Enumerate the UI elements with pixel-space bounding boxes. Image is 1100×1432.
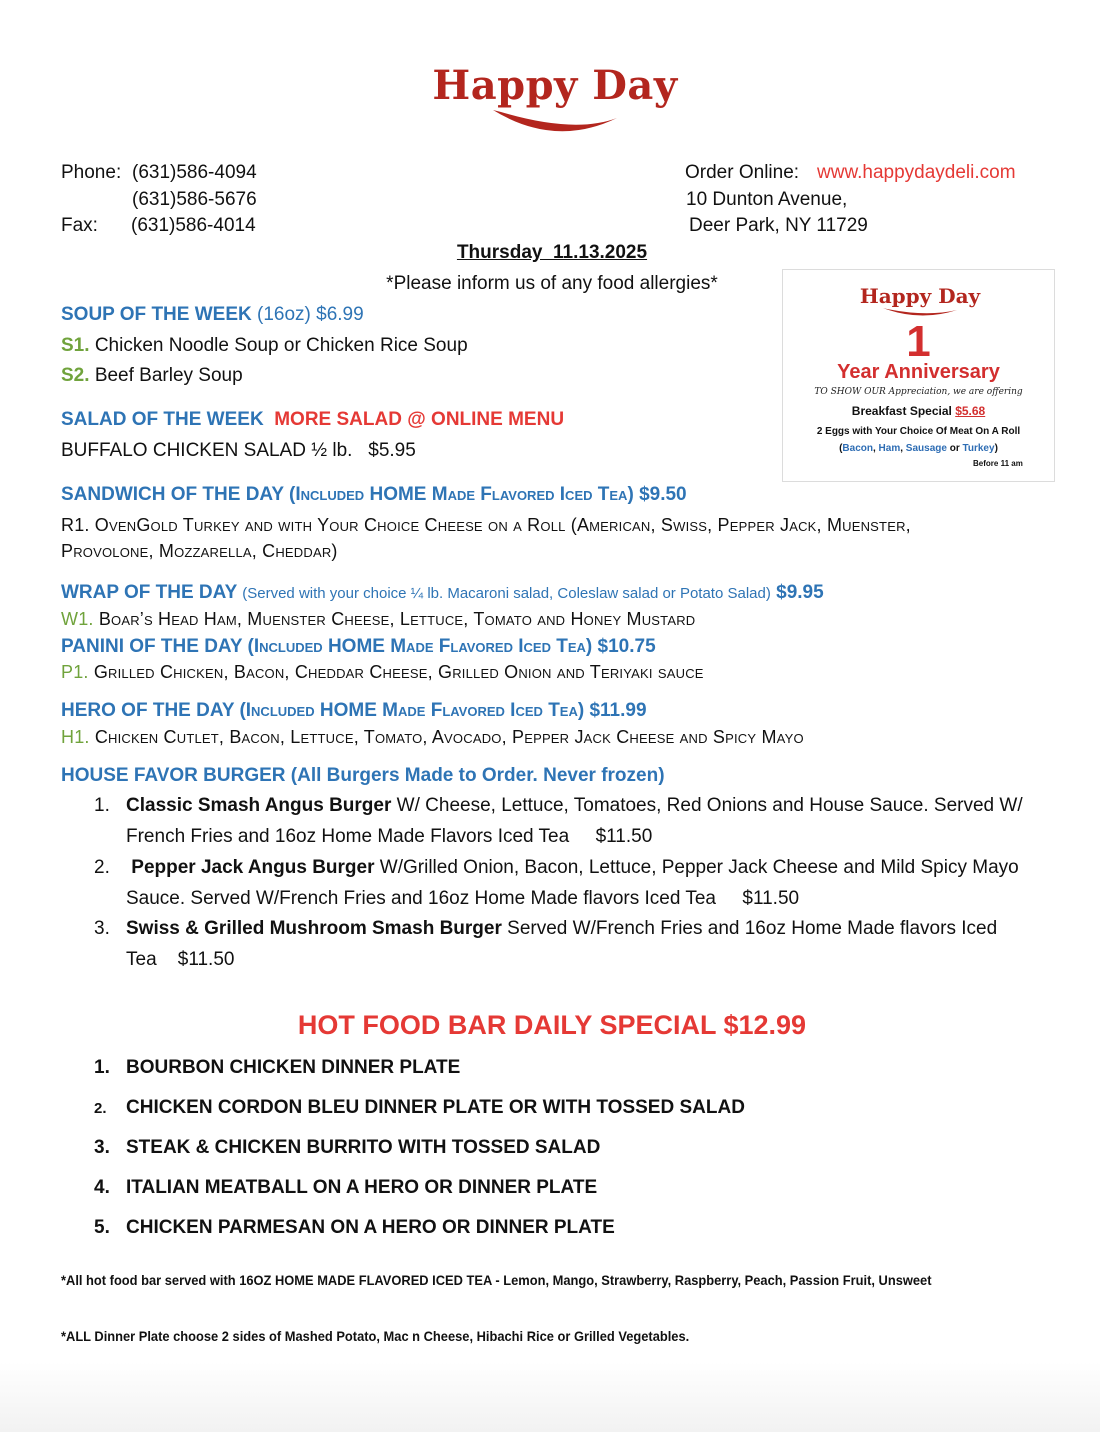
panini-item-text: Grilled Chicken, Bacon, Cheddar Cheese, Grilled Onion and Teriyaki sauce — [93, 662, 704, 682]
breakfast-special-label: Breakfast Special — [851, 404, 952, 418]
soup-item-code: S1. — [61, 335, 90, 356]
sandwich-title: SANDWICH OF THE DAY — [61, 484, 284, 505]
hero-item-text: Chicken Cutlet, Bacon, Lettuce, Tomato, Avocado, Pepper Jack Cheese and Spicy Mayo — [94, 727, 804, 747]
burger-item-body — [126, 852, 1074, 914]
hot-food-bar-title: HOT FOOD BAR DAILY SPECIAL $12.99 — [297, 1010, 807, 1040]
soup-item-2 — [61, 365, 243, 387]
anniversary-swoosh-icon — [827, 284, 1013, 318]
menu-date: Thursday 11.13.2025 — [456, 242, 648, 263]
phone-label: Phone: — [61, 162, 122, 183]
burger-item-name: Classic Smash Angus Burger — [126, 795, 392, 816]
salad-title: SALAD OF THE WEEK — [61, 409, 264, 430]
order-online-label: Order Online: — [685, 162, 800, 183]
breakfast-meat-options — [783, 443, 1054, 454]
hero-heading — [61, 700, 647, 722]
burger-item-desc: Served W/French Fries and 16oz Home Made flavors Iced Tea $11.50 — [126, 918, 1003, 970]
soup-heading — [61, 304, 364, 326]
address-line-2: Deer Park, NY 11729 — [689, 215, 868, 236]
hot-food-item-text: CHICKEN PARMESAN ON A HERO OR DINNER PLATE — [126, 1217, 615, 1238]
salad-item: BUFFALO CHICKEN SALAD ½ lb. $5.95 — [61, 440, 416, 461]
breakfast-special — [783, 404, 1054, 418]
wrap-title: WRAP OF THE DAY — [61, 582, 237, 603]
hot-food-item-text: BOURBON CHICKEN DINNER PLATE — [126, 1057, 461, 1078]
fax-label: Fax: — [61, 215, 98, 236]
logo-text: Happy Day — [432, 62, 678, 109]
hot-food-item-5 — [94, 1217, 615, 1239]
soup-item-text: Beef Barley Soup — [94, 365, 243, 386]
hot-food-item-number: 4. — [94, 1177, 110, 1198]
panini-item-code: P1. — [61, 662, 89, 682]
anniversary-title: Year Anniversary — [837, 361, 1000, 383]
happy-day-logo — [405, 62, 705, 142]
burger-item-desc: W/Grilled Onion, Bacon, Lettuce, Pepper Jack Cheese and Mild Spicy Mayo Sauce. Served W/French Fries and 16oz Home Made flavors Iced Tea $11.50 — [126, 857, 1024, 909]
burger-item-2 — [94, 852, 1074, 914]
soup-title: SOUP OF THE WEEK — [61, 304, 252, 325]
hot-food-item-number: 3. — [94, 1137, 110, 1158]
anniversary-number: 1 — [906, 317, 931, 366]
sandwich-item-line-2: Provolone, Mozzarella, Cheddar) — [61, 541, 338, 561]
anniversary-appreciation: TO SHOW OUR Appreciation, we are offering — [814, 387, 1023, 397]
hero-title: HERO OF THE DAY — [61, 700, 235, 721]
hot-food-item-text: ITALIAN MEATBALL ON A HERO OR DINNER PLATE — [126, 1177, 598, 1198]
burger-item-number: 1. — [94, 795, 110, 816]
more-salad-link[interactable]: MORE SALAD @ ONLINE MENU — [274, 409, 565, 430]
hero-included: (Included HOME Made Flavored Iced Tea) — [239, 700, 585, 721]
sandwich-heading — [61, 484, 687, 506]
soup-item-code: S2. — [61, 365, 90, 386]
breakfast-special-desc: 2 Eggs with Your Choice Of Meat On A Roll — [816, 426, 1021, 437]
anniversary-logo — [827, 284, 1013, 314]
page-bottom-shade — [0, 1362, 1100, 1432]
sandwich-included: (Included HOME Made Flavored Iced Tea) — [289, 484, 634, 505]
burger-item-name: Swiss & Grilled Mushroom Smash Burger — [126, 918, 502, 939]
phone-number-2: (631)586-5676 — [132, 189, 257, 210]
burger-item-number: 3. — [94, 918, 110, 939]
allergy-notice: *Please inform us of any food allergies* — [386, 273, 718, 294]
panini-title: PANINI OF THE DAY — [61, 636, 243, 657]
hero-item-code: H1. — [61, 727, 90, 747]
wrap-item-text: Boar’s Head Ham, Muenster Cheese, Lettuce, Tomato and Honey Mustard — [98, 609, 696, 629]
sep: , — [872, 443, 876, 454]
anniversary-logo-text: Happy Day — [859, 284, 981, 308]
sep: , — [900, 443, 904, 454]
soup-item-1 — [61, 335, 468, 357]
meat-ham: Ham — [878, 443, 901, 454]
wrap-item-code: W1. — [61, 609, 94, 629]
panini-heading — [61, 636, 656, 658]
burger-heading: HOUSE FAVOR BURGER (All Burgers Made to Order. Never frozen) — [61, 765, 665, 786]
panini-included: (Included HOME Made Flavored Iced Tea) — [247, 636, 593, 657]
hot-food-item-1 — [94, 1057, 460, 1079]
soup-size-price: (16oz) $6.99 — [257, 304, 364, 325]
dinner-plate-sides-note: *ALL Dinner Plate choose 2 sides of Mashed Potato, Mac n Cheese, Hibachi Rice or Grilled Vegetables. — [61, 1328, 690, 1344]
salad-heading — [61, 409, 564, 431]
panini-item — [61, 662, 704, 683]
hot-food-item-text: CHICKEN CORDON BLEU DINNER PLATE OR WITH TOSSED SALAD — [126, 1097, 745, 1118]
website-link[interactable]: www.happydaydeli.com — [817, 162, 1016, 183]
burger-item-3 — [94, 913, 1074, 975]
wrap-served-with: (Served with your choice ¼ lb. Macaroni salad, Coleslaw salad or Potato Salad) — [242, 585, 771, 602]
sandwich-item-line-1: R1. OvenGold Turkey and with Your Choice Cheese on a Roll (American, Swiss, Pepper Jack, Muenster, — [61, 515, 911, 535]
hot-food-item-number: 5. — [94, 1217, 110, 1238]
burger-item-1 — [94, 790, 1074, 852]
sandwich-price: $9.50 — [639, 484, 687, 505]
panini-price: $10.75 — [597, 636, 656, 657]
burger-item-number: 2. — [94, 857, 110, 878]
logo-swoosh-icon — [405, 62, 705, 142]
hot-food-item-text: STEAK & CHICKEN BURRITO WITH TOSSED SALAD — [126, 1137, 601, 1158]
phone-number-1: (631)586-4094 — [132, 162, 257, 183]
burger-item-name: Pepper Jack Angus Burger — [131, 857, 375, 878]
hot-food-item-number: 1. — [94, 1057, 110, 1078]
hot-food-item-4 — [94, 1177, 597, 1199]
paren-open: ( — [839, 443, 843, 454]
iced-tea-note: *All hot food bar served with 16OZ HOME MADE FLAVORED ICED TEA - Lemon, Mango, Strawberry, Raspberry, Peach, Passion Fruit, Unsweet — [61, 1272, 932, 1288]
fax-number: (631)586-4014 — [131, 215, 256, 236]
soup-item-text: Chicken Noodle Soup or Chicken Rice Soup — [94, 335, 468, 356]
address-line-1: 10 Dunton Avenue, — [686, 189, 848, 210]
breakfast-special-price: $5.68 — [955, 404, 986, 418]
breakfast-time-limit: Before 11 am — [973, 459, 1023, 468]
wrap-item — [61, 609, 695, 630]
burger-item-body — [126, 790, 1074, 852]
meat-bacon: Bacon — [842, 443, 873, 454]
meat-or: or — [949, 443, 960, 454]
paren-close: ) — [994, 443, 998, 454]
meat-sausage: Sausage — [905, 443, 947, 454]
burger-item-body — [126, 913, 1014, 975]
wrap-heading — [61, 582, 824, 604]
hero-price: $11.99 — [589, 700, 647, 721]
burger-item-desc: W/ Cheese, Lettuce, Tomatoes, Red Onions and House Sauce. Served W/ French Fries and 16oz Home Made Flavors Iced Tea $11.50 — [126, 795, 1028, 847]
hot-food-item-number: 2. — [94, 1100, 107, 1117]
hot-food-item-2 — [94, 1097, 745, 1119]
hot-food-item-3 — [94, 1137, 600, 1159]
meat-turkey: Turkey — [962, 443, 995, 454]
anniversary-promo-box — [782, 269, 1055, 482]
wrap-price: $9.95 — [776, 582, 824, 603]
hero-item — [61, 727, 804, 748]
